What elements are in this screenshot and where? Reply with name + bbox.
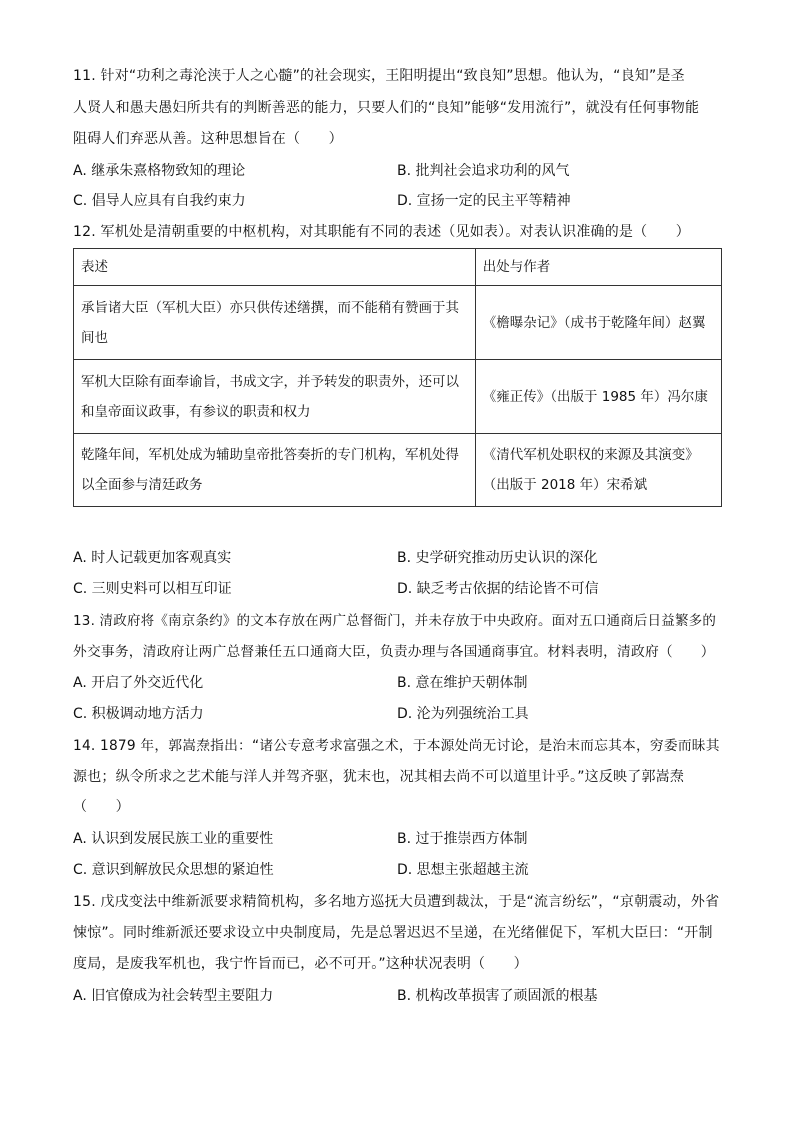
q13-stem-line-2: 外交事务，清政府让两广总督兼任五口通商大臣，负责办理与各国通商事宜。材料表明，清政府（ ）: [73, 644, 715, 660]
table-header-row: [74, 249, 722, 286]
q15-stem-line-2: 悚惊”。同时维新派还要求设立中央制度局，先是总署迟迟不呈递，在光绪催促下，军机大臣曰：“开制: [73, 925, 713, 941]
q15-stem-line-3: 度局，是废我军机也，我宁忤旨而已，必不可开。”这种状况表明（ ）: [73, 956, 528, 972]
table-header-statement: 表述: [74, 249, 476, 286]
q11-stem-line-3: 阻碍人们弃恶从善。这种思想旨在（ ）: [73, 131, 343, 147]
table-cell-statement: 承旨诸大臣（军机大臣）亦只供传述缮撰，而不能稍有赞画于其间也: [81, 299, 459, 346]
q14-option-c[interactable]: C. 意识到解放民众思想的紧迫性: [73, 862, 274, 878]
q13-option-d[interactable]: D. 沦为列强统治工具: [397, 706, 529, 722]
table-cell-statement: 乾隆年间，军机处成为辅助皇帝批答奏折的专门机构，军机处得以全面参与清廷政务: [81, 447, 459, 493]
q11-option-c[interactable]: C. 倡导人应具有自我约束力: [73, 193, 246, 209]
q15-option-b[interactable]: B. 机构改革损害了顽固派的根基: [397, 988, 598, 1004]
q11-stem-line-1: 11. 针对“功利之毒沦浃于人之心髓”的社会现实，王阳明提出“致良知”思想。他认为，“良知”是圣: [73, 68, 685, 84]
q13-option-a[interactable]: A. 开启了外交近代化: [73, 675, 204, 691]
q12-stem: 12. 军机处是清朝重要的中枢机构，对其职能有不同的表述（见如表）。对表认识准确的是（ ）: [73, 224, 690, 240]
table-header-source: 出处与作者: [475, 249, 721, 286]
q14-option-b[interactable]: B. 过于推崇西方体制: [397, 831, 528, 847]
q13-stem-line-1: 13. 清政府将《南京条约》的文本存放在两广总督衙门，并未存放于中央政府。面对五口通商后日益繁多的: [73, 613, 717, 629]
table-row: [74, 286, 722, 360]
table-cell-source: 《清代军机处职权的来源及其演变》（出版于 2018 年）宋希斌: [482, 447, 699, 493]
q11-stem-line-2: 人贤人和愚夫愚妇所共有的判断善恶的能力，只要人们的“良知”能够“发用流行”，就没有任何事物能: [73, 100, 700, 116]
q12-option-a[interactable]: A. 时人记载更加客观真实: [73, 550, 232, 566]
q12-option-b[interactable]: B. 史学研究推动历史认识的深化: [397, 550, 598, 566]
q11-option-b[interactable]: B. 批判社会追求功利的风气: [397, 163, 570, 179]
q14-stem-line-3: （ ）: [73, 799, 130, 815]
table-row: [74, 360, 722, 434]
table-cell-statement: 军机大臣除有面奉谕旨，书成文字，并予转发的职责外，还可以和皇帝面议政事，有参议的职责和权力: [81, 373, 459, 420]
q15-stem-line-1: 15. 戊戌变法中维新派要求精简机构，多名地方巡抚大员遭到裁汰，于是“流言纷纭”，“京朝震动，外省: [73, 894, 720, 910]
q11-option-d[interactable]: D. 宣扬一定的民主平等精神: [397, 193, 571, 209]
q13-option-c[interactable]: C. 积极调动地方活力: [73, 706, 204, 722]
table-cell-source: 《雍正传》（出版于 1985 年）冯尔康: [482, 388, 708, 405]
q13-option-b[interactable]: B. 意在维护天朝体制: [397, 675, 528, 691]
q14-option-a[interactable]: A. 认识到发展民族工业的重要性: [73, 831, 274, 847]
q12-option-c[interactable]: C. 三则史料可以相互印证: [73, 581, 232, 597]
q14-option-d[interactable]: D. 思想主张超越主流: [397, 862, 529, 878]
q11-option-a[interactable]: A. 继承朱熹格物致知的理论: [73, 163, 246, 179]
q15-option-a[interactable]: A. 旧官僚成为社会转型主要阻力: [73, 988, 274, 1004]
table-cell-source: 《檐曝杂记》（成书于乾隆年间）赵翼: [482, 314, 706, 331]
table-row: [74, 434, 722, 507]
q12-option-d[interactable]: D. 缺乏考古依据的结论皆不可信: [397, 581, 599, 597]
q14-stem-line-1: 14. 1879 年，郭嵩焘指出：“诸公专意考求富强之术，于本源处尚无讨论，是治末而忘其本，穷委而昧其: [73, 738, 720, 754]
q12-source-table: [73, 248, 722, 507]
q14-stem-line-2: 源也；纵令所求之艺术能与洋人并驾齐驱，犹末也，况其相去尚不可以道里计乎。”这反映了郭嵩焘: [73, 769, 685, 785]
